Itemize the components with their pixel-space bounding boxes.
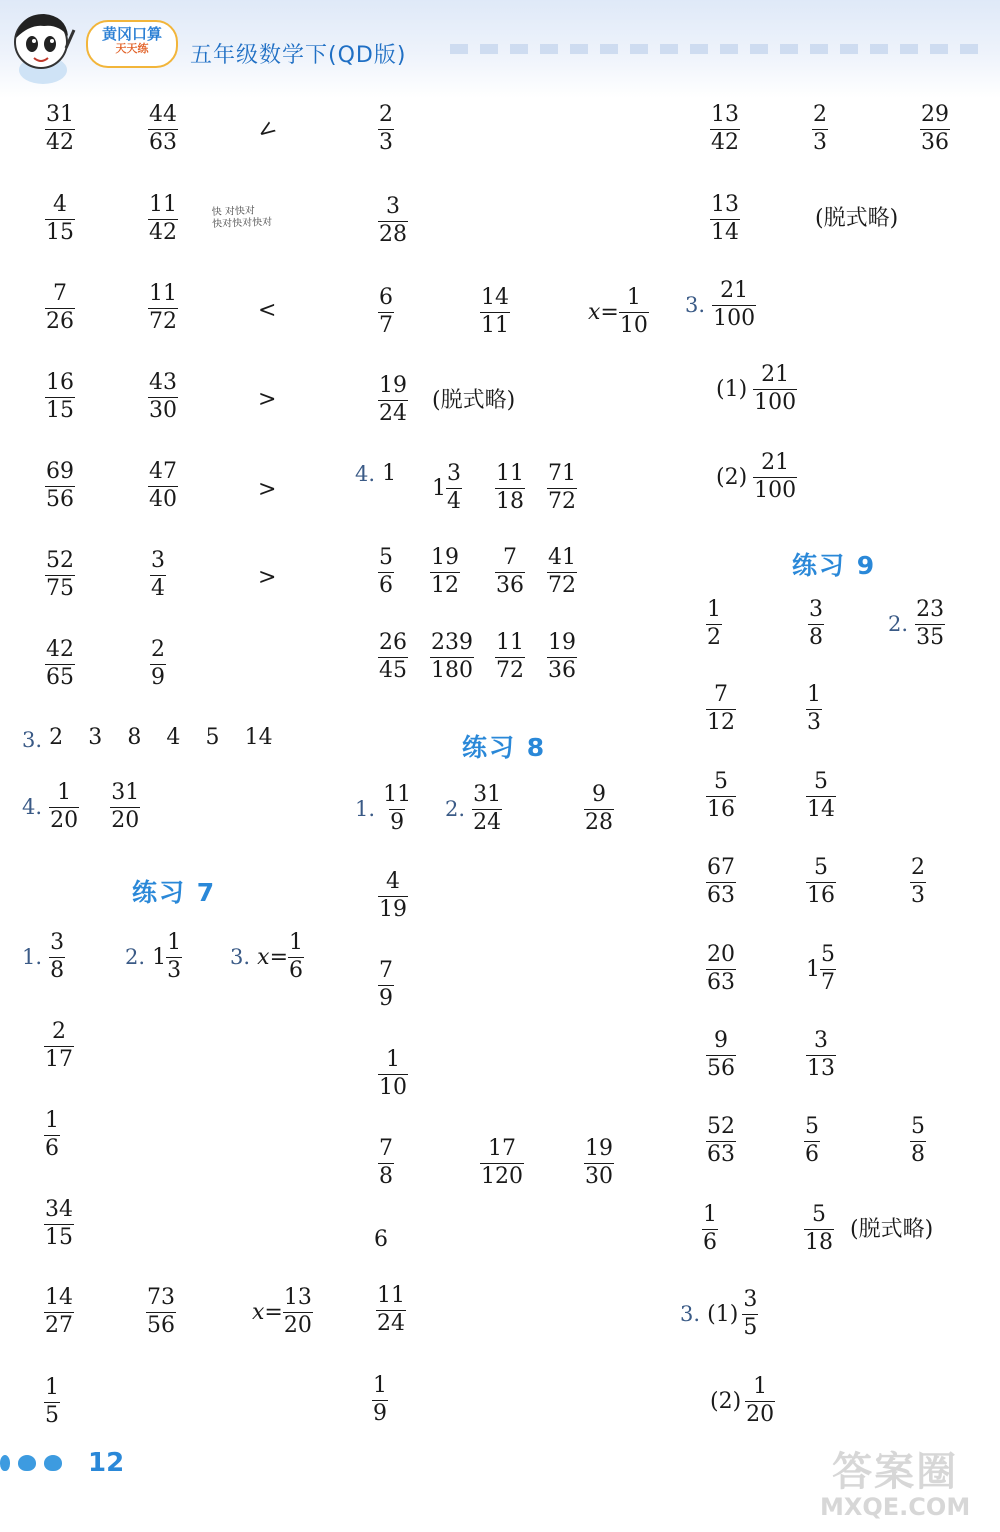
q3-value: 5 [205, 725, 220, 750]
p9-r8: $\frac{1}{6}$ [703, 1202, 717, 1255]
p9-r7: $\frac{52}{63}$ [707, 1114, 735, 1167]
brand-line1: 黄冈口算 [101, 25, 162, 43]
practice8-title: 练习 8 [462, 733, 547, 762]
col1-row4-b: $\frac{43}{30}$ [149, 370, 177, 423]
watermark-line1: 答案圈 [832, 1449, 959, 1495]
col2-q4-mixed-whole: 1 [432, 475, 446, 501]
col2-frac: $\frac{6}{7}$ [379, 285, 393, 338]
q3-value: 8 [127, 725, 142, 750]
p7-q3: 3. x= $\frac{1}{6}$ [230, 930, 303, 983]
col2-q4-frac: $\frac{11}{18}$ [496, 461, 524, 514]
col2-q4-frac: $\frac{71}{72}$ [548, 461, 576, 514]
p7-row-x: x= $\frac{13}{20}$ [252, 1285, 312, 1338]
p9-q3-2-label: (2) [710, 1388, 742, 1414]
col2-frac: $\frac{19}{24}$ [379, 373, 407, 426]
col2-q4-mixed: 1 $\frac{3}{4}$ [432, 461, 461, 514]
col2-q4-r3: $\frac{239}{180}$ [431, 630, 473, 683]
watermark [820, 1440, 970, 1521]
p9-q3-label: 3. [680, 1302, 701, 1327]
p7-row-b: $\frac{73}{56}$ [147, 1285, 175, 1338]
p8-item: $\frac{7}{9}$ [379, 958, 393, 1011]
col2-q4-r3: $\frac{19}{36}$ [548, 630, 576, 683]
col3-top: $\frac{29}{36}$ [921, 102, 949, 155]
p8-after: $\frac{1}{9}$ [373, 1373, 387, 1426]
col1-row7-b: $\frac{2}{9}$ [151, 637, 165, 690]
p9-r5-mixed: 1 $\frac{5}{7}$ [806, 942, 835, 995]
p8-row: $\frac{19}{30}$ [585, 1136, 613, 1189]
col3-q3-label: 3. [685, 293, 706, 318]
col1-row5-a: $\frac{69}{56}$ [46, 459, 74, 512]
var-x: x [588, 299, 601, 325]
scribble-note [212, 205, 273, 231]
col3-sub2-label: (2) [716, 464, 748, 490]
p9-r3: $\frac{5}{16}$ [707, 769, 735, 822]
p9-q3-2: (2) $\frac{1}{20}$ [710, 1374, 775, 1427]
footer-decoration [0, 1455, 70, 1475]
col3-q3: 3. $\frac{21}{100}$ [685, 278, 756, 331]
footer-dot-icon [44, 1455, 62, 1471]
p7-q2-label: 2. [125, 945, 146, 970]
col2-q4-r3: $\frac{11}{72}$ [496, 630, 524, 683]
p9-r4: $\frac{5}{16}$ [807, 855, 835, 908]
header-decoration [450, 44, 990, 54]
p9-q3-1-label: (1) [707, 1301, 739, 1327]
col1-row2-a: $\frac{4}{15}$ [46, 192, 74, 245]
var-x: x [252, 1299, 265, 1325]
p9-r5: $\frac{20}{63}$ [707, 942, 735, 995]
p7-q1: 1. $\frac{3}{8}$ [22, 930, 65, 983]
col1-row1-sign: < [252, 115, 282, 147]
col2-q4-r2: $\frac{5}{6}$ [379, 545, 393, 598]
col2-q4-label: 4. [355, 461, 376, 486]
p9-r4: $\frac{67}{63}$ [707, 855, 735, 908]
q3-value: 4 [166, 725, 181, 750]
p9-r5-mixed-whole: 1 [806, 956, 820, 982]
p8-q1-label: 1. [355, 797, 376, 822]
p9-r1: $\frac{1}{2}$ [707, 597, 721, 650]
col3-sub1: (1) $\frac{21}{100}$ [716, 362, 797, 415]
col3-noted: (脱式略) [815, 206, 899, 231]
col3-sub2: (2) $\frac{21}{100}$ [716, 450, 797, 503]
p7-row-a: $\frac{14}{27}$ [45, 1285, 73, 1338]
page-number: 12 [88, 1448, 125, 1478]
col3-top: $\frac{2}{3}$ [813, 102, 827, 155]
p9-r2: $\frac{1}{3}$ [807, 682, 821, 735]
p8-item: $\frac{4}{19}$ [379, 869, 407, 922]
col1-row5-sign: > [258, 477, 277, 502]
brand-badge [86, 20, 178, 68]
col1-row4-sign: > [258, 387, 277, 412]
p9-q2: 2. $\frac{23}{35}$ [888, 597, 945, 650]
col1-row6-sign: > [258, 565, 277, 590]
p8-q1: 1. $\frac{11}{9}$ [355, 782, 412, 835]
equals-sign: = [269, 944, 288, 970]
watermark-line2: MXQE.COM [820, 1493, 971, 1521]
p9-r6: $\frac{3}{13}$ [807, 1028, 835, 1081]
p8-item: $\frac{1}{10}$ [379, 1047, 407, 1100]
col3-sub1-label: (1) [716, 376, 748, 402]
p7-q1-label: 1. [22, 945, 43, 970]
col1-row6-b: $\frac{3}{4}$ [151, 548, 165, 601]
p9-r6: $\frac{9}{56}$ [707, 1028, 735, 1081]
col2-frac: $\frac{3}{28}$ [379, 194, 407, 247]
col1-row7-a: $\frac{42}{65}$ [46, 637, 74, 690]
scribble-line-bottom: 快对快对快对 [212, 216, 273, 231]
q3-label: 3. [22, 727, 43, 752]
col1-row2-b: $\frac{11}{42}$ [149, 192, 177, 245]
p8-row: $\frac{7}{8}$ [379, 1136, 393, 1189]
q3-value: 2 [49, 725, 64, 750]
q3-value: 3 [88, 725, 103, 750]
p9-q3-1: 3. (1) $\frac{3}{5}$ [680, 1287, 758, 1340]
col2-q4-r2: $\frac{41}{72}$ [548, 545, 576, 598]
col2-noted: (脱式略) [432, 388, 516, 413]
p9-noted: (脱式略) [850, 1217, 934, 1242]
practice7-title: 练习 7 [132, 878, 217, 907]
p7-q2: 2. 1 $\frac{1}{3}$ [125, 930, 182, 983]
col1-row4-a: $\frac{16}{15}$ [46, 370, 74, 423]
col1-q3 [22, 727, 273, 752]
p9-r7: $\frac{5}{8}$ [911, 1114, 925, 1167]
p8-row: $\frac{17}{120}$ [481, 1136, 523, 1189]
col1-q4: 4. $\frac{1}{20}$ $\frac{31}{20}$ [22, 780, 140, 833]
page-header [0, 0, 1000, 98]
mascot-icon [8, 8, 78, 86]
p7-item: $\frac{2}{17}$ [45, 1019, 73, 1072]
equals-sign: = [264, 1299, 283, 1325]
brand-line2: 天天练 [115, 41, 149, 55]
col2-frac: $\frac{2}{3}$ [379, 102, 393, 155]
p8-q2b: $\frac{9}{28}$ [585, 782, 613, 835]
p9-r7: $\frac{5}{6}$ [805, 1114, 819, 1167]
col2-q4-r2: $\frac{7}{36}$ [496, 545, 524, 598]
footer-dot-icon [0, 1455, 10, 1471]
p7-q3-label: 3. [230, 945, 251, 970]
col2-q4-r3: $\frac{26}{45}$ [379, 630, 407, 683]
col1-row6-a: $\frac{52}{75}$ [46, 548, 74, 601]
p8-after: $\frac{11}{24}$ [377, 1283, 405, 1336]
book-title: 五年级数学下(QD版) [190, 43, 407, 68]
p8-q2: 2. $\frac{31}{24}$ [445, 782, 502, 835]
q3-value: 14 [244, 725, 273, 750]
col2-row3-b: $\frac{14}{11}$ [481, 285, 509, 338]
col3-second: $\frac{13}{14}$ [711, 192, 739, 245]
q4-label: 4. [22, 795, 43, 820]
col1-row3-sign: < [258, 298, 277, 323]
p9-r4: $\frac{2}{3}$ [911, 855, 925, 908]
col3-top: $\frac{13}{42}$ [711, 102, 739, 155]
p9-r1: $\frac{3}{8}$ [809, 597, 823, 650]
col1-row1-a: $\frac{31}{42}$ [46, 102, 74, 155]
practice9-title: 练习 9 [792, 551, 877, 580]
p8-six: 6 [374, 1227, 388, 1252]
p7-item: $\frac{34}{15}$ [45, 1197, 73, 1250]
p9-r3: $\frac{5}{14}$ [807, 769, 835, 822]
col2-q4-int: 1 [382, 461, 397, 486]
p9-r8: $\frac{5}{18}$ [805, 1202, 833, 1255]
col1-row1-b: $\frac{44}{63}$ [149, 102, 177, 155]
col2-q4-row1 [355, 461, 430, 486]
p7-q2-whole: 1 [152, 944, 167, 970]
col1-row5-b: $\frac{47}{40}$ [149, 459, 177, 512]
p9-q2-label: 2. [888, 612, 909, 637]
col2-row3-x: x= $\frac{1}{10}$ [588, 285, 648, 338]
footer-dot-icon [18, 1455, 36, 1471]
p9-r2: $\frac{7}{12}$ [707, 682, 735, 735]
col1-row3-a: $\frac{7}{26}$ [46, 281, 74, 334]
scribble-line-top: 快 对快对 [211, 205, 256, 219]
col2-q4-r2: $\frac{19}{12}$ [431, 545, 459, 598]
var-x: x [257, 944, 270, 970]
p8-q2-label: 2. [445, 797, 466, 822]
p7-last: $\frac{1}{5}$ [45, 1375, 59, 1428]
col1-row3-b: $\frac{11}{72}$ [149, 281, 177, 334]
p7-item: $\frac{1}{6}$ [45, 1108, 59, 1161]
equals-sign: = [600, 299, 619, 325]
